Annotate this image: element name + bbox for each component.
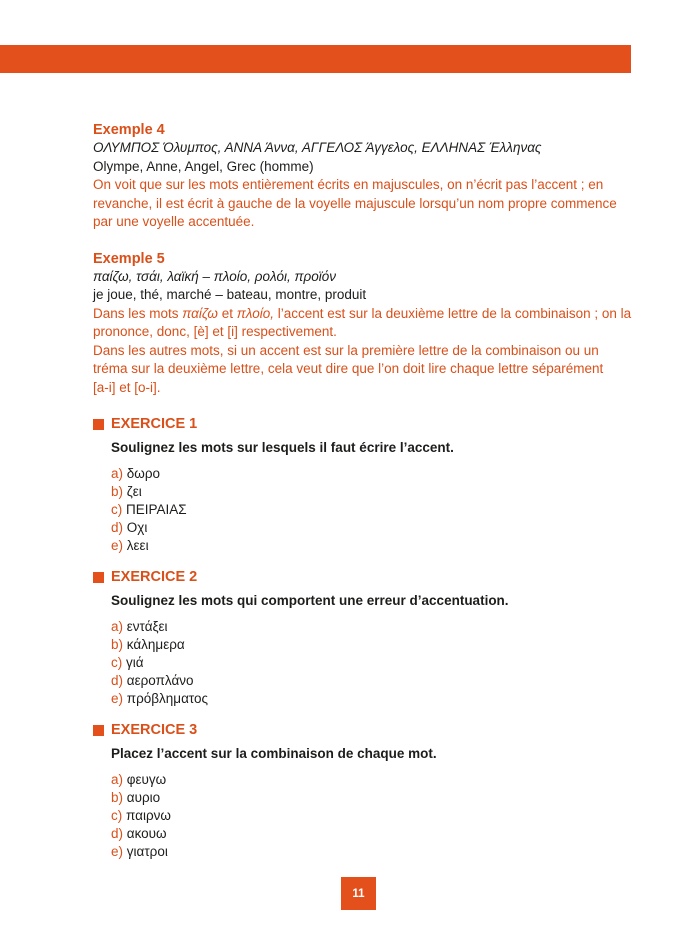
example4-greek-line: ΟΛΥΜΠΟΣ Όλυμπος, ΑΝΝΑ Άννα, ΑΓΓΕΛΟΣ Άγγελος, ΕΛΛΗΝΑΣ Έλληνας	[93, 140, 542, 155]
example5-translation: je joue, thé, marché – bateau, montre, produit	[93, 287, 367, 302]
example5-explanation-line: Dans les mots παίζω et πλοίο, l’accent est sur la deuxième lettre de la combinaison ; on la	[93, 305, 632, 321]
example4-title: Exemple 4	[93, 122, 165, 138]
greek-word: παίζω	[182, 305, 218, 321]
list-item: a) φευγω	[111, 772, 167, 787]
example5-explanation-line: [a-i] et [o-i].	[93, 379, 161, 395]
list-item: e) λεει	[111, 538, 149, 553]
greek-word: πλοίο,	[236, 305, 274, 321]
exercise3-items	[93, 771, 633, 861]
example5-greek-line: παίζω, τσάι, λαϊκή – πλοίο, ρολόι, προϊόν	[93, 268, 337, 284]
square-bullet-icon	[93, 572, 104, 583]
example4-translation: Olympe, Anne, Angel, Grec (homme)	[93, 158, 314, 174]
list-item: b) αυριο	[111, 790, 161, 805]
list-item: c) παιρνω	[111, 808, 171, 823]
exercise2-title: EXERCICE 2	[111, 569, 198, 585]
example4-explanation-line: par une voyelle accentuée.	[93, 214, 255, 229]
page-number: 11	[341, 877, 376, 910]
exercise2-items	[93, 618, 633, 708]
list-item: b) κάλημερα	[111, 637, 185, 652]
square-bullet-icon	[93, 725, 104, 736]
list-item: d) αεροπλάνο	[111, 673, 194, 688]
example4-explanation-line: revanche, il est écrit à gauche de la voyelle majuscule lorsqu’un nom propre commence	[93, 195, 617, 211]
example4-explanation-line: On voit que sur les mots entièrement écrits en majuscules, on n’écrit pas l’accent ; en	[93, 177, 604, 192]
list-item: e) γιατροι	[111, 844, 168, 859]
exercise1	[93, 415, 633, 555]
exercise1-heading	[93, 415, 633, 433]
list-item: d) Οχι	[111, 520, 148, 535]
exercise2	[93, 568, 633, 708]
exercise3	[93, 721, 633, 861]
square-bullet-icon	[93, 419, 104, 430]
exercise3-heading	[93, 721, 633, 739]
header-accent-bar	[0, 45, 631, 73]
exercise1-title: EXERCICE 1	[111, 416, 198, 432]
exercise2-heading	[93, 568, 633, 586]
example5-explanation-line: prononce, donc, [è] et [i] respectivement.	[93, 324, 337, 339]
exercise1-instruction: Soulignez les mots sur lesquels il faut écrire l’accent.	[111, 440, 454, 455]
list-item: b) ζει	[111, 484, 142, 499]
example5-explanation-line: tréma sur la deuxième lettre, cela veut dire que l’on doit lire chaque lettre séparément	[93, 361, 604, 376]
example5-explanation-line: Dans les autres mots, si un accent est sur la première lettre de la combinaison ou un	[93, 342, 599, 358]
exercise3-instruction: Placez l’accent sur la combinaison de chaque mot.	[111, 746, 437, 761]
list-item: a) εντάξει	[111, 619, 168, 634]
examples-section	[93, 121, 633, 397]
example5-title: Exemple 5	[93, 250, 165, 267]
exercise1-items	[93, 465, 633, 555]
list-item: c) ΠΕΙΡΑΙΑΣ	[111, 502, 187, 517]
exercise2-instruction: Soulignez les mots qui comportent une erreur d’accentuation.	[111, 593, 509, 608]
exercise3-title: EXERCICE 3	[111, 722, 198, 738]
list-item: d) ακουω	[111, 826, 167, 841]
list-item: e) πρόβληματος	[111, 691, 209, 706]
list-item: a) δωρο	[111, 466, 161, 481]
list-item: c) γιά	[111, 655, 144, 670]
